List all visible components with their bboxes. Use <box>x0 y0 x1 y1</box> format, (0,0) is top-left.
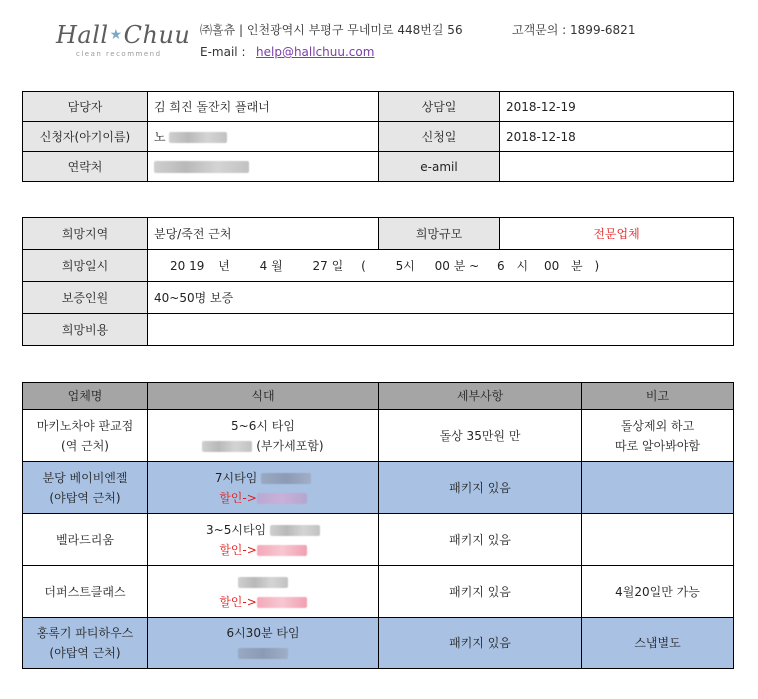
company-address-line <box>200 19 635 41</box>
vendor-name <box>23 410 148 462</box>
table-row <box>23 92 734 122</box>
email-link[interactable]: help@hallchuu.com <box>256 45 375 59</box>
vendor-price <box>148 566 379 618</box>
date-paren-open: ( <box>361 259 366 273</box>
email-field-value <box>500 152 734 182</box>
apply-date-label: 신청일 <box>379 122 500 152</box>
vendor-name-line: 홍록기 파티하우스 <box>36 626 134 640</box>
discount-label: 할인-> <box>219 490 257 505</box>
request-table <box>22 217 734 346</box>
time-end-hour: 6 <box>497 259 505 273</box>
logo-word-chuu: Chuu <box>123 21 191 49</box>
consult-date-value: 2018-12-19 <box>500 92 734 122</box>
vendor-detail: 돌상 35만원 만 <box>379 410 582 462</box>
vendor-price <box>148 618 379 669</box>
phone-label: 연락처 <box>23 152 148 182</box>
table-row <box>23 462 734 514</box>
redacted-price <box>270 525 320 536</box>
phone-cell <box>148 152 379 182</box>
guests-value: 40~50명 보증 <box>148 282 734 314</box>
table-row <box>23 250 734 282</box>
vendor-note: 스냅별도 <box>582 618 734 669</box>
hallchuu-logo <box>56 21 191 64</box>
table-row <box>23 218 734 250</box>
table-row <box>23 152 734 182</box>
note-line: 돌상제외 하고 <box>620 418 695 433</box>
consult-info-table <box>22 91 734 182</box>
guests-label: 보증인원 <box>23 282 148 314</box>
price-time: 3~5시타임 <box>206 522 267 537</box>
time-start-min-unit: 분 ~ <box>453 259 480 273</box>
price-time-line <box>154 468 372 488</box>
col-header-note: 비고 <box>582 383 734 410</box>
vendor-detail: 패키지 있음 <box>379 618 582 669</box>
time-start-hour: 5시 <box>395 259 415 273</box>
time-start-min: 00 <box>434 259 450 273</box>
date-day: 27 <box>312 259 328 273</box>
price-time: 7시타임 <box>214 470 258 485</box>
note-line: 따로 알아봐야함 <box>615 438 700 453</box>
redacted-price <box>202 441 252 452</box>
desired-datetime <box>148 250 734 282</box>
date-paren-close: ) <box>594 259 600 273</box>
scale-label: 희망규모 <box>379 218 500 250</box>
redacted-discount-price <box>257 545 307 556</box>
redacted-discount-price <box>257 597 307 608</box>
vendor-detail: 패키지 있음 <box>379 566 582 618</box>
table-row <box>23 514 734 566</box>
vendor-table <box>22 382 734 669</box>
customer-contact: 고객문의 : 1899-6821 <box>512 23 636 37</box>
logo-wordmark <box>56 21 191 49</box>
applicant-value: 노 <box>154 130 166 144</box>
vendor-header-row <box>23 383 734 410</box>
redacted-discount-price <box>257 493 307 504</box>
consult-date-label: 상담일 <box>379 92 500 122</box>
price-time: 5~6시 타임 <box>231 418 295 433</box>
table-row <box>23 314 734 346</box>
star-icon: ★ <box>109 27 123 43</box>
vendor-price <box>148 514 379 566</box>
time-end-min-unit: 분 <box>571 259 583 273</box>
date-day-unit: 일 <box>331 259 344 273</box>
price-time-line <box>154 520 372 540</box>
price-time-line <box>154 572 372 592</box>
manager-value: 김 희진 돌잔치 플래너 <box>148 92 379 122</box>
date-year-unit: 년 <box>218 259 230 273</box>
col-header-detail: 세부사항 <box>379 383 582 410</box>
vendor-name-line: 마키노차야 판교점 <box>36 418 134 433</box>
budget-value <box>148 314 734 346</box>
vendor-detail: 패키지 있음 <box>379 462 582 514</box>
price-time: 6시30분 타임 <box>226 626 300 640</box>
vendor-name <box>23 462 148 514</box>
table-row <box>23 282 734 314</box>
vendor-note: 4월20일만 가능 <box>582 566 734 618</box>
date-year-century: 20 <box>170 259 186 273</box>
date-year: 19 <box>189 259 205 273</box>
date-month: 4 <box>259 259 268 273</box>
applicant-label: 신청자(아기이름) <box>23 122 148 152</box>
discount-label: 할인-> <box>219 594 257 609</box>
vendor-name: 벨라드리움 <box>23 514 148 566</box>
vendor-note <box>582 410 734 462</box>
vendor-name-line: 분당 베이비엔젤 <box>42 470 128 485</box>
region-label: 희망지역 <box>23 218 148 250</box>
price-note: (부가세포함) <box>256 438 324 453</box>
time-end-min: 00 <box>543 259 560 273</box>
date-label: 희망일시 <box>23 250 148 282</box>
region-value: 분당/죽전 근처 <box>148 218 379 250</box>
vendor-price <box>148 410 379 462</box>
vendor-detail: 패키지 있음 <box>379 514 582 566</box>
price-amount-line <box>154 643 372 663</box>
scale-value: 전문업체 <box>500 218 734 250</box>
logo-word-hall: Hall <box>56 21 109 49</box>
table-row <box>23 566 734 618</box>
company-address: ㈜홀츄 | 인천광역시 부평구 무네미로 448번길 56 <box>200 23 463 37</box>
redacted-price <box>238 648 288 659</box>
discount-line <box>154 592 372 612</box>
vendor-location: (야탑역 근처) <box>49 646 121 660</box>
table-row <box>23 618 734 669</box>
vendor-price <box>148 462 379 514</box>
price-amount-line <box>154 436 372 456</box>
redacted-name <box>169 132 227 143</box>
apply-date-value: 2018-12-18 <box>500 122 734 152</box>
date-month-unit: 월 <box>271 259 283 273</box>
table-row <box>23 410 734 462</box>
table-row <box>23 122 734 152</box>
vendor-note <box>582 514 734 566</box>
manager-label: 담당자 <box>23 92 148 122</box>
discount-label: 할인-> <box>219 542 257 557</box>
vendor-location: (야탑역 근처) <box>49 490 121 505</box>
budget-label: 희망비용 <box>23 314 148 346</box>
discount-line <box>154 540 372 560</box>
logo-tagline: clean recommend <box>76 50 162 58</box>
discount-line <box>154 488 372 508</box>
redacted-phone <box>154 161 249 173</box>
email-label: E-mail : <box>200 45 246 59</box>
email-field-label: e-amil <box>379 152 500 182</box>
vendor-name <box>23 618 148 669</box>
time-end-hour-unit: 시 <box>516 259 529 273</box>
applicant-cell <box>148 122 379 152</box>
email-line <box>200 41 635 63</box>
col-header-price: 식대 <box>148 383 379 410</box>
col-header-vendor: 업체명 <box>23 383 148 410</box>
vendor-note <box>582 462 734 514</box>
vendor-location: (역 근처) <box>61 438 109 453</box>
vendor-name: 더퍼스트클래스 <box>23 566 148 618</box>
redacted-price <box>238 577 288 588</box>
company-info <box>200 19 635 63</box>
redacted-price <box>261 473 311 484</box>
